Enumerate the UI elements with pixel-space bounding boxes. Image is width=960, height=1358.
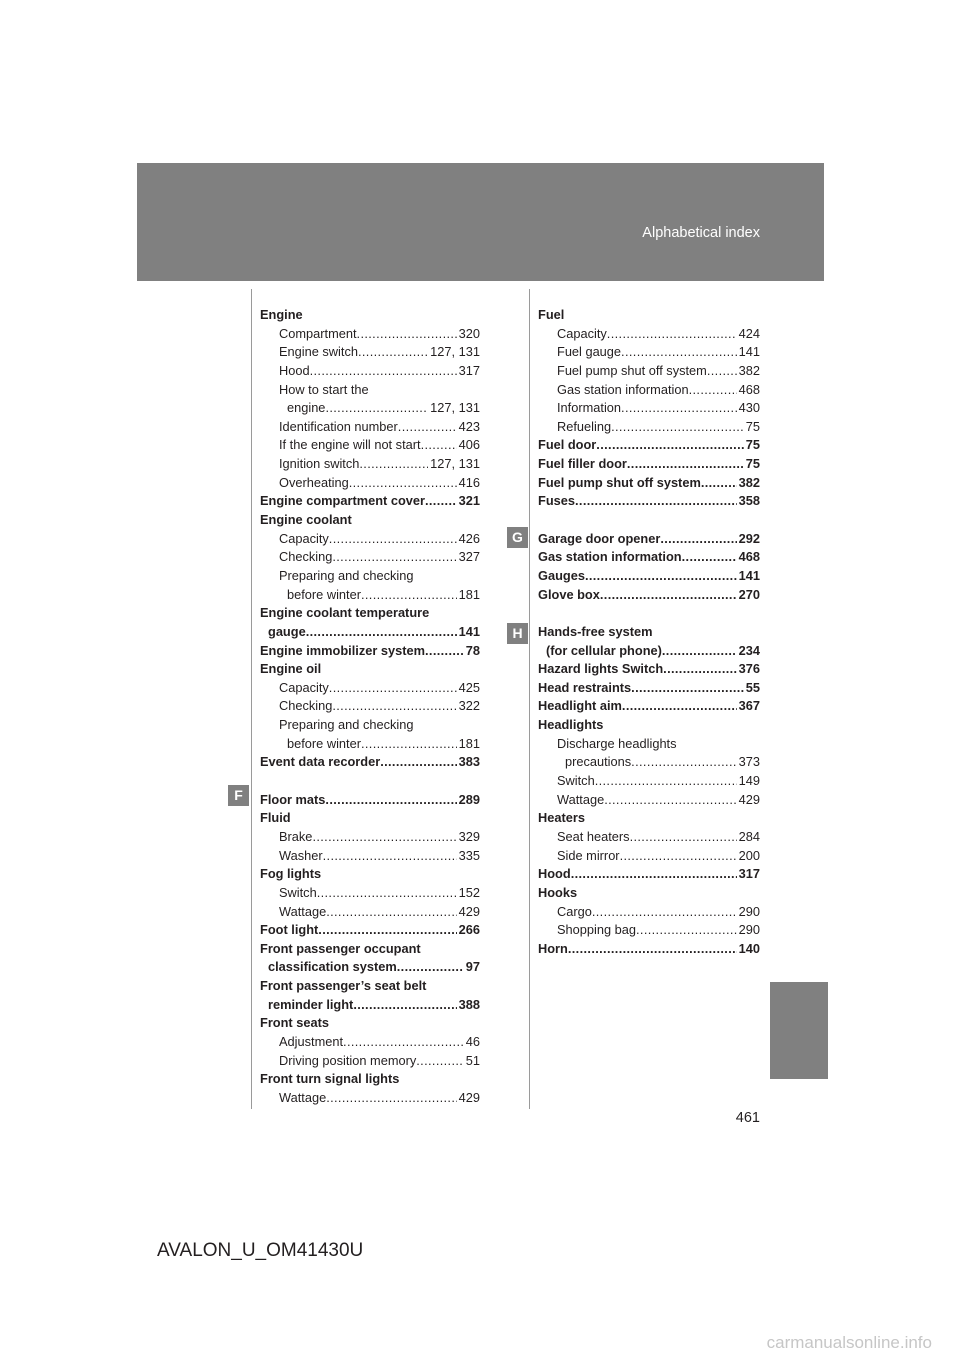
index-subentry <box>260 399 480 418</box>
index-entry <box>538 940 760 959</box>
dot-leader <box>397 958 464 977</box>
index-entry <box>260 921 480 940</box>
dot-leader <box>622 697 737 716</box>
entry-label: Capacity <box>279 530 329 546</box>
entry-label: Headlight aim <box>538 698 622 714</box>
entry-label: Front seats <box>260 1015 329 1031</box>
dot-leader <box>318 921 456 940</box>
index-entry <box>538 567 760 586</box>
entry-label: Hood <box>279 362 310 378</box>
index-entry <box>538 679 760 698</box>
index-column-1 <box>260 306 480 1108</box>
index-subentry <box>538 753 760 772</box>
entry-label: Switch <box>557 773 595 789</box>
page-reference: 358 <box>738 493 760 509</box>
page-number: 461 <box>735 1110 760 1126</box>
index-subentry <box>538 772 760 791</box>
dot-leader <box>630 828 737 847</box>
dot-leader <box>585 567 737 586</box>
index-entry <box>260 958 480 977</box>
index-entry <box>538 642 760 661</box>
entry-label: Garage door opener <box>538 530 661 546</box>
entry-label: engine <box>287 400 326 416</box>
index-subentry <box>260 586 480 605</box>
index-entry <box>538 865 760 884</box>
index-entry <box>538 455 760 474</box>
index-entry <box>260 660 480 679</box>
column-divider-left <box>251 289 252 1109</box>
dot-leader <box>398 418 457 437</box>
page-reference: 266 <box>458 922 480 938</box>
index-column-2 <box>538 306 760 958</box>
page-reference: 429 <box>458 1089 480 1105</box>
entry-label: classification system <box>268 959 397 975</box>
entry-label: Horn <box>538 940 568 956</box>
page-reference: 468 <box>738 381 760 397</box>
page-reference: 141 <box>738 344 760 360</box>
index-subentry <box>260 436 480 455</box>
page-reference: 270 <box>738 586 760 602</box>
index-subentry <box>260 1089 480 1108</box>
dot-leader <box>357 325 457 344</box>
page-reference: 75 <box>745 418 760 434</box>
document-code: AVALON_U_OM41430U <box>157 1240 364 1261</box>
index-subentry <box>538 921 760 940</box>
page-reference: 55 <box>745 679 760 695</box>
index-entry <box>260 492 480 511</box>
entry-label: Brake <box>279 828 313 844</box>
dot-leader <box>425 642 464 661</box>
index-subentry <box>260 735 480 754</box>
dot-leader <box>575 492 737 511</box>
page-reference: 416 <box>458 474 480 490</box>
entry-label: Capacity <box>279 679 329 695</box>
dot-leader <box>620 847 737 866</box>
dot-leader <box>636 921 737 940</box>
entry-label: Cargo <box>557 903 592 919</box>
entry-label: Hood <box>538 866 571 882</box>
index-subentry <box>260 903 480 922</box>
page-reference: 382 <box>738 474 760 490</box>
dot-leader <box>631 679 744 698</box>
entry-label: Event data recorder <box>260 754 381 770</box>
dot-leader <box>326 903 456 922</box>
entry-label: Fuel <box>538 307 565 322</box>
entry-label: Engine oil <box>260 661 322 677</box>
dot-leader <box>604 791 736 810</box>
page-reference: 376 <box>738 661 760 677</box>
entry-label: Gas station information <box>557 381 689 397</box>
entry-label: Hooks <box>538 884 578 900</box>
entry-label: Front passenger’s seat belt <box>260 978 427 994</box>
entry-label: Fuses <box>538 493 575 509</box>
column-divider-middle <box>529 289 530 1109</box>
entry-label: reminder light <box>268 996 354 1012</box>
page-reference: 373 <box>738 754 760 770</box>
entry-label: Heaters <box>538 810 585 826</box>
dot-leader <box>596 436 743 455</box>
page-reference: 284 <box>738 828 760 844</box>
page-reference: 75 <box>745 456 760 472</box>
entry-label: Fluid <box>260 810 291 826</box>
index-entry <box>538 716 760 735</box>
page-reference: 329 <box>458 828 480 844</box>
entry-label: Side mirror <box>557 847 620 863</box>
index-subentry <box>260 418 480 437</box>
entry-label: Seat heaters <box>557 828 630 844</box>
index-subentry <box>538 735 760 754</box>
entry-label: Compartment <box>279 325 357 341</box>
index-subentry <box>260 474 480 493</box>
index-entry <box>260 865 480 884</box>
entry-label: before winter <box>287 735 361 751</box>
page-reference: 289 <box>458 791 480 807</box>
index-entry <box>260 996 480 1015</box>
page-reference: 127, 131 <box>430 344 480 360</box>
index-entry <box>538 586 760 605</box>
page-reference: 327 <box>458 549 480 565</box>
entry-label: Preparing and checking <box>279 717 414 733</box>
entry-label: Discharge headlights <box>557 735 677 751</box>
dot-leader <box>611 418 744 437</box>
entry-label: Gas station information <box>538 549 682 565</box>
entry-label: Engine compartment cover <box>260 493 425 509</box>
dot-leader <box>663 660 736 679</box>
page-reference: 367 <box>738 698 760 714</box>
entry-label: Fog lights <box>260 866 322 882</box>
page-reference: 317 <box>458 362 480 378</box>
dot-leader <box>310 362 457 381</box>
index-spacer <box>538 511 760 530</box>
letter-marker-f: F <box>228 785 249 806</box>
dot-leader <box>425 492 457 511</box>
page-reference: 181 <box>458 586 480 602</box>
entry-label: Identification number <box>279 418 398 434</box>
page-reference: 426 <box>458 530 480 546</box>
entry-label: precautions <box>565 754 632 770</box>
side-thumb-tab <box>770 982 828 1079</box>
dot-leader <box>332 697 456 716</box>
dot-leader <box>595 772 737 791</box>
entry-label: Wattage <box>279 903 327 919</box>
dot-leader <box>361 735 457 754</box>
dot-leader <box>662 642 737 661</box>
dot-leader <box>600 586 737 605</box>
entry-label: Refueling <box>557 418 612 434</box>
entry-label: Washer <box>279 847 323 863</box>
dot-leader <box>361 586 457 605</box>
entry-label: Fuel gauge <box>557 344 622 360</box>
page-reference: 141 <box>458 623 480 639</box>
dot-leader <box>568 940 737 959</box>
watermark: carmanualsonline.info <box>766 1333 932 1352</box>
entry-label: Fuel pump shut off system <box>557 362 707 378</box>
entry-label: Engine <box>260 307 303 322</box>
entry-label: Hazard lights Switch <box>538 661 664 677</box>
entry-label: If the engine will not start <box>279 437 421 453</box>
index-subentry <box>260 1033 480 1052</box>
page-reference: 75 <box>745 437 760 453</box>
page-reference: 425 <box>458 679 480 695</box>
entry-label: Switch <box>279 884 317 900</box>
index-entry <box>538 623 760 642</box>
dot-leader <box>416 1052 464 1071</box>
entry-label: Wattage <box>279 1089 327 1105</box>
entry-label: How to start the <box>279 381 369 397</box>
page-reference: 141 <box>738 567 760 583</box>
index-subentry <box>260 362 480 381</box>
dot-leader <box>325 399 428 418</box>
index-entry <box>538 660 760 679</box>
page-reference: 320 <box>458 325 480 341</box>
entry-label: Front passenger occupant <box>260 940 421 956</box>
index-entry <box>538 697 760 716</box>
page-reference: 127, 131 <box>430 456 480 472</box>
index-subentry <box>260 1052 480 1071</box>
entry-label: Engine coolant <box>260 512 352 528</box>
entry-label: Checking <box>279 549 333 565</box>
dot-leader <box>701 474 737 493</box>
index-entry <box>260 511 480 530</box>
entry-label: Foot light <box>260 922 319 938</box>
index-subentry <box>260 716 480 735</box>
dot-leader <box>359 455 428 474</box>
page-reference: 429 <box>738 791 760 807</box>
index-entry <box>260 306 480 325</box>
index-entry <box>538 474 760 493</box>
entry-label: Hands-free system <box>538 623 653 639</box>
page-reference: 430 <box>738 400 760 416</box>
dot-leader <box>323 847 457 866</box>
index-entry <box>538 809 760 828</box>
page-reference: 383 <box>458 754 480 770</box>
page-reference: 290 <box>738 903 760 919</box>
page-reference: 46 <box>465 1033 480 1049</box>
entry-label: before winter <box>287 586 361 602</box>
entry-label: Overheating <box>279 474 349 490</box>
dot-leader <box>306 623 457 642</box>
index-entry <box>260 642 480 661</box>
index-entry <box>260 809 480 828</box>
index-subentry <box>260 567 480 586</box>
index-subentry <box>260 530 480 549</box>
page-reference: 423 <box>458 418 480 434</box>
entry-label: Floor mats <box>260 791 326 807</box>
index-entry <box>260 623 480 642</box>
page-reference: 388 <box>458 996 480 1012</box>
dot-leader <box>689 381 737 400</box>
dot-leader <box>326 1089 456 1108</box>
entry-label: Headlights <box>538 717 604 733</box>
index-entry <box>538 884 760 903</box>
index-entry <box>538 436 760 455</box>
dot-leader <box>421 436 457 455</box>
page-reference: 468 <box>738 549 760 565</box>
index-subentry <box>260 343 480 362</box>
index-subentry <box>260 381 480 400</box>
dot-leader <box>707 362 737 381</box>
entry-label: Glove box <box>538 586 600 602</box>
page-reference: 200 <box>738 847 760 863</box>
index-subentry <box>260 847 480 866</box>
index-subentry <box>538 381 760 400</box>
index-subentry <box>538 847 760 866</box>
index-spacer <box>538 604 760 623</box>
index-subentry <box>260 325 480 344</box>
page-reference: 429 <box>458 903 480 919</box>
dot-leader <box>329 679 457 698</box>
page-reference: 97 <box>465 959 480 975</box>
dot-leader <box>627 455 744 474</box>
page-reference: 152 <box>458 884 480 900</box>
page-reference: 406 <box>458 437 480 453</box>
index-subentry <box>260 548 480 567</box>
index-subentry <box>538 343 760 362</box>
page-reference: 292 <box>738 530 760 546</box>
index-subentry <box>260 828 480 847</box>
dot-leader <box>353 996 456 1015</box>
page-reference: 140 <box>738 940 760 956</box>
letter-marker-h: H <box>507 623 528 644</box>
index-entry <box>260 940 480 959</box>
index-subentry <box>538 828 760 847</box>
index-entry <box>538 492 760 511</box>
index-entry <box>260 604 480 623</box>
entry-label: Ignition switch <box>279 456 360 472</box>
dot-leader <box>682 548 737 567</box>
dot-leader <box>592 903 737 922</box>
dot-leader <box>607 325 737 344</box>
entry-label: Engine immobilizer system <box>260 642 425 658</box>
index-entry <box>538 306 760 325</box>
dot-leader <box>571 865 737 884</box>
dot-leader <box>621 399 737 418</box>
index-entry <box>260 753 480 772</box>
index-subentry <box>538 399 760 418</box>
entry-label: Driving position memory <box>279 1052 417 1068</box>
index-subentry <box>538 362 760 381</box>
entry-label: Engine switch <box>279 344 358 360</box>
dot-leader <box>380 753 456 772</box>
index-subentry <box>538 325 760 344</box>
page-reference: 382 <box>738 362 760 378</box>
entry-label: Checking <box>279 698 333 714</box>
index-entry <box>538 548 760 567</box>
entry-label: Front turn signal lights <box>260 1071 400 1087</box>
page-reference: 424 <box>738 325 760 341</box>
entry-label: Head restraints <box>538 679 632 695</box>
page-reference: 127, 131 <box>430 400 480 416</box>
entry-label: Adjustment <box>279 1033 344 1049</box>
index-subentry <box>260 697 480 716</box>
page-title: Alphabetical index <box>642 225 760 241</box>
entry-label: Gauges <box>538 567 585 583</box>
dot-leader <box>317 884 457 903</box>
dot-leader <box>329 530 457 549</box>
entry-label: Capacity <box>557 325 607 341</box>
dot-leader <box>660 530 736 549</box>
page-reference: 149 <box>738 773 760 789</box>
entry-label: Information <box>557 400 622 416</box>
index-subentry <box>260 679 480 698</box>
letter-marker-g: G <box>507 527 528 548</box>
page-reference: 51 <box>465 1052 480 1068</box>
dot-leader <box>621 343 737 362</box>
page-reference: 317 <box>738 866 760 882</box>
dot-leader <box>312 828 456 847</box>
index-subentry <box>260 455 480 474</box>
dot-leader <box>631 753 736 772</box>
entry-label: Preparing and checking <box>279 567 414 583</box>
entry-label: Shopping bag <box>557 922 636 938</box>
index-subentry <box>260 884 480 903</box>
index-subentry <box>538 903 760 922</box>
dot-leader <box>343 1033 464 1052</box>
page-reference: 234 <box>738 642 760 658</box>
page-reference: 78 <box>465 642 480 658</box>
section-header-bar <box>137 163 824 281</box>
entry-label: Fuel filler door <box>538 456 627 472</box>
index-subentry <box>538 791 760 810</box>
page-reference: 290 <box>738 922 760 938</box>
index-entry <box>538 530 760 549</box>
page-reference: 335 <box>458 847 480 863</box>
page-reference: 322 <box>458 698 480 714</box>
index-entry <box>260 1014 480 1033</box>
page-reference: 321 <box>458 493 480 509</box>
index-entry <box>260 977 480 996</box>
page-reference: 181 <box>458 735 480 751</box>
index-entry <box>260 1070 480 1089</box>
entry-label: Fuel pump shut off system <box>538 474 701 490</box>
entry-label: Wattage <box>557 791 605 807</box>
index-subentry <box>538 418 760 437</box>
dot-leader <box>358 343 428 362</box>
entry-label: Fuel door <box>538 437 597 453</box>
dot-leader <box>349 474 457 493</box>
entry-label: gauge <box>268 623 306 639</box>
index-entry <box>260 791 480 810</box>
dot-leader <box>332 548 456 567</box>
dot-leader <box>325 791 456 810</box>
index-spacer <box>260 772 480 791</box>
entry-label: (for cellular phone) <box>546 642 662 658</box>
entry-label: Engine coolant temperature <box>260 605 430 621</box>
